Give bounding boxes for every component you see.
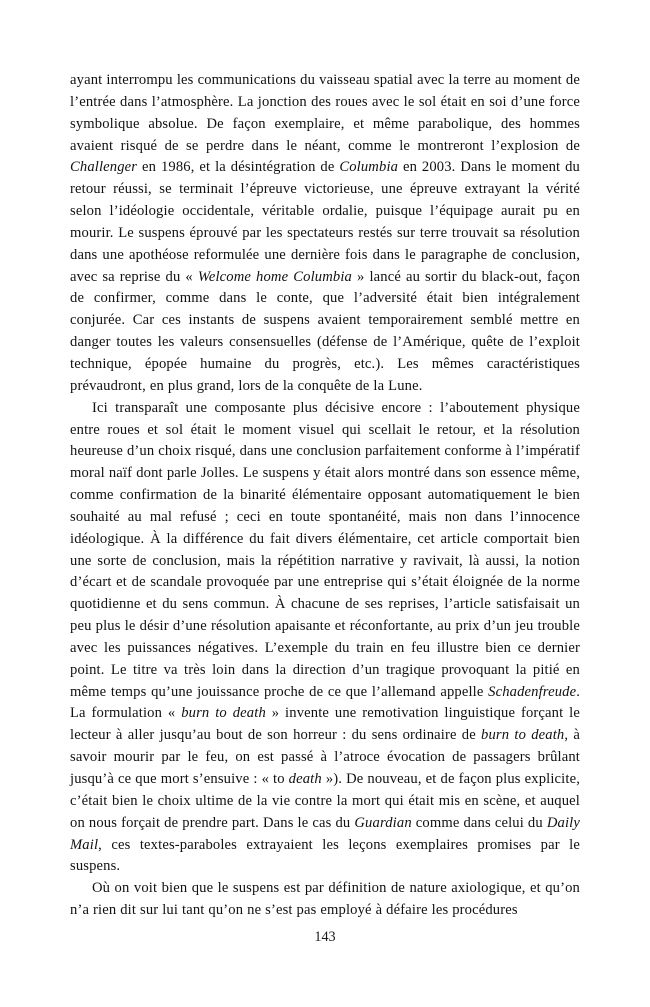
paragraph-2: Ici transparaît une composante plus décisive encore : l’aboutement physique entre roues et sol était le moment visuel qui scellait le retour, et la résolution heureuse d’un choix risqué, dans une conclusion parfaitement conforme à l’impératif moral naïf dont parle Jolles. Le suspens y était alors montré dans son essence même, comme confirmation de la binarité élémentaire opposant automatiquement le bien souhaité au mal refusé ; ceci en toute spontanéité, mais non dans l’innocence idéologique. À la différence du fait divers élémentaire, cet article comportait bien une sorte de conclusion, mais la répétition narrative y ravivait, là aussi, la notion d’écart et de scandale provoquée par une entreprise qui s’était éloignée de la norme quotidienne et du sens commun. À chacune de ses reprises, l’article satisfaisait un peu plus le désir d’une résolution apaisante et réconfortante, au prix d’un jeu trouble avec les puissances négatives. L’exemple du train en feu illustre bien ce dernier point. Le titre va très loin dans la direction d’un tragique provoquant la pitié en même temps qu’une jouissance proche de ce que l’allemand appelle Schadenfreude. La formulation « burn to death » invente une remotivation linguistique forçant le lecteur à aller jusqu’au bout de son horreur : du sens ordinaire de burn to death, à savoir mourir par le feu, on est passé à l’atroce évocation de passagers brûlant jusqu’à ce que mort s’ensuive : « to death »). De nouveau, et de façon plus explicite, c’était bien le choix ultime de la vie contre la mort qui était mis en scène, et auquel on nous forçait de prendre part. Dans le cas du Guardian comme dans celui du Daily Mail, ces textes-paraboles extrayaient les leçons exemplaires promises par le suspens. [70,399,580,875]
page-number: 143 [314,929,336,945]
paragraph-1: ayant interrompu les communications du vaisseau spatial avec la terre au moment de l’entrée dans l’atmosphère. La jonction des roues avec le sol était en soi d’une force symbolique absolue. De façon exemplaire, et même parabolique, des hommes avaient risqué de se perdre dans le néant, comme le montreront l’explosion de Challenger en 1986, et la désintégration de Columbia en 2003. Dans le moment du retour réussi, se terminait l’épreuve victorieuse, une épreuve extrayant la vérité selon l’idéologie occidentale, véritable ordalie, puisque l’équipage aurait pu en mourir. Le suspens éprouvé par les spectateurs restés sur terre trouvait sa résolution dans une apothéose reformulée une dernière fois dans le paragraphe de conclusion, avec sa reprise du « Welcome home Columbia » lancé au sortir du black-out, façon de confirmer, comme dans le conte, que l’adversité était bien intégralement conjurée. Car ces instants de suspens avaient temporairement semblé mettre en danger toutes les valeurs consensuelles (défense de l’Amérique, quête de l’exploit technique, épopée humaine du progrès, etc.). Les mêmes caractéristiques prévaudront, en plus grand, lors de la conquête de la Lune. [70,72,581,394]
page-text-block [70,70,580,922]
paragraph-3: Où on voit bien que le suspens est par définition de nature axiologique, et qu’on n’a rien dit sur lui tant qu’on ne s’est pas employé à défaire les procédures [70,880,580,919]
